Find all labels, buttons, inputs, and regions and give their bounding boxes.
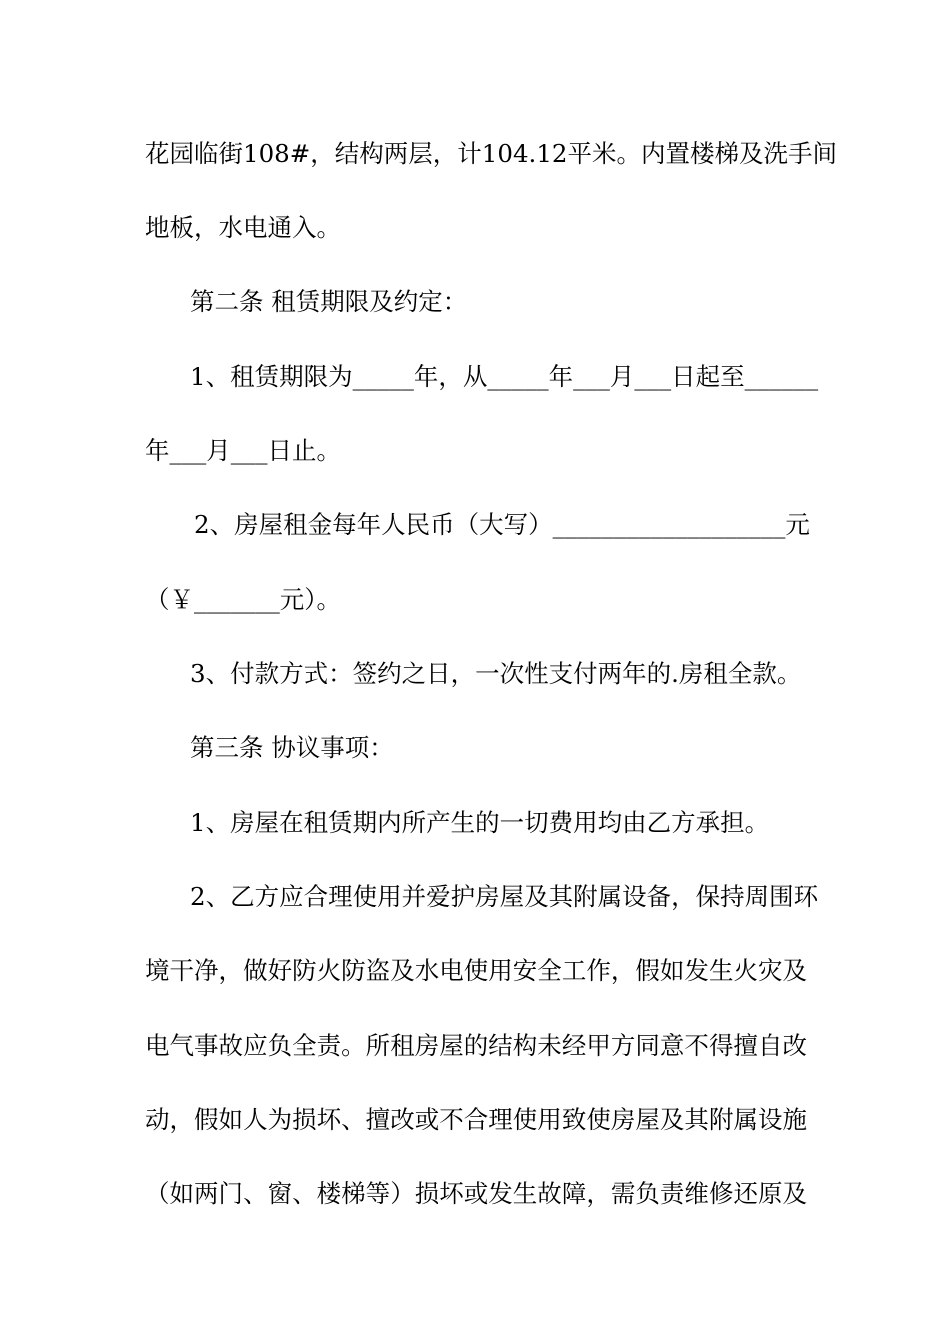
clause-line: 1、租赁期限为_____年，从_____年___月___日起至______ <box>190 362 819 391</box>
clause-line: （￥_______元）。 <box>145 585 341 614</box>
paragraph-line: 花园临街108#，结构两层，计104.12平米。内置楼梯及洗手间 <box>145 139 838 168</box>
clause-line: 年___月___日止。 <box>145 436 341 465</box>
paragraph-line: 境干净，做好防火防盗及水电使用安全工作，假如发生火灾及 <box>145 956 807 985</box>
clause-line: 3、付款方式：签约之日，一次性支付两年的.房租全款。 <box>190 659 802 688</box>
clause-line: 2、房屋租金每年人民币（大写）___________________元 <box>194 510 810 539</box>
section-heading-article-3: 第三条 协议事项： <box>190 733 394 762</box>
clause-line: 2、乙方应合理使用并爱护房屋及其附属设备，保持周围环 <box>190 882 819 911</box>
paragraph-line: （如两门、窗、楼梯等）损坏或发生故障，需负责维修还原及 <box>145 1179 807 1208</box>
paragraph-line: 动，假如人为损坏、擅改或不合理使用致使房屋及其附属设施 <box>145 1105 807 1134</box>
paragraph-line: 地板，水电通入。 <box>145 213 341 242</box>
clause-line: 1、房屋在租赁期内所产生的一切费用均由乙方承担。 <box>190 808 770 837</box>
paragraph-line: 电气事故应负全责。所租房屋的结构未经甲方同意不得擅自改 <box>145 1031 807 1060</box>
section-heading-article-2: 第二条 租赁期限及约定： <box>190 287 468 316</box>
